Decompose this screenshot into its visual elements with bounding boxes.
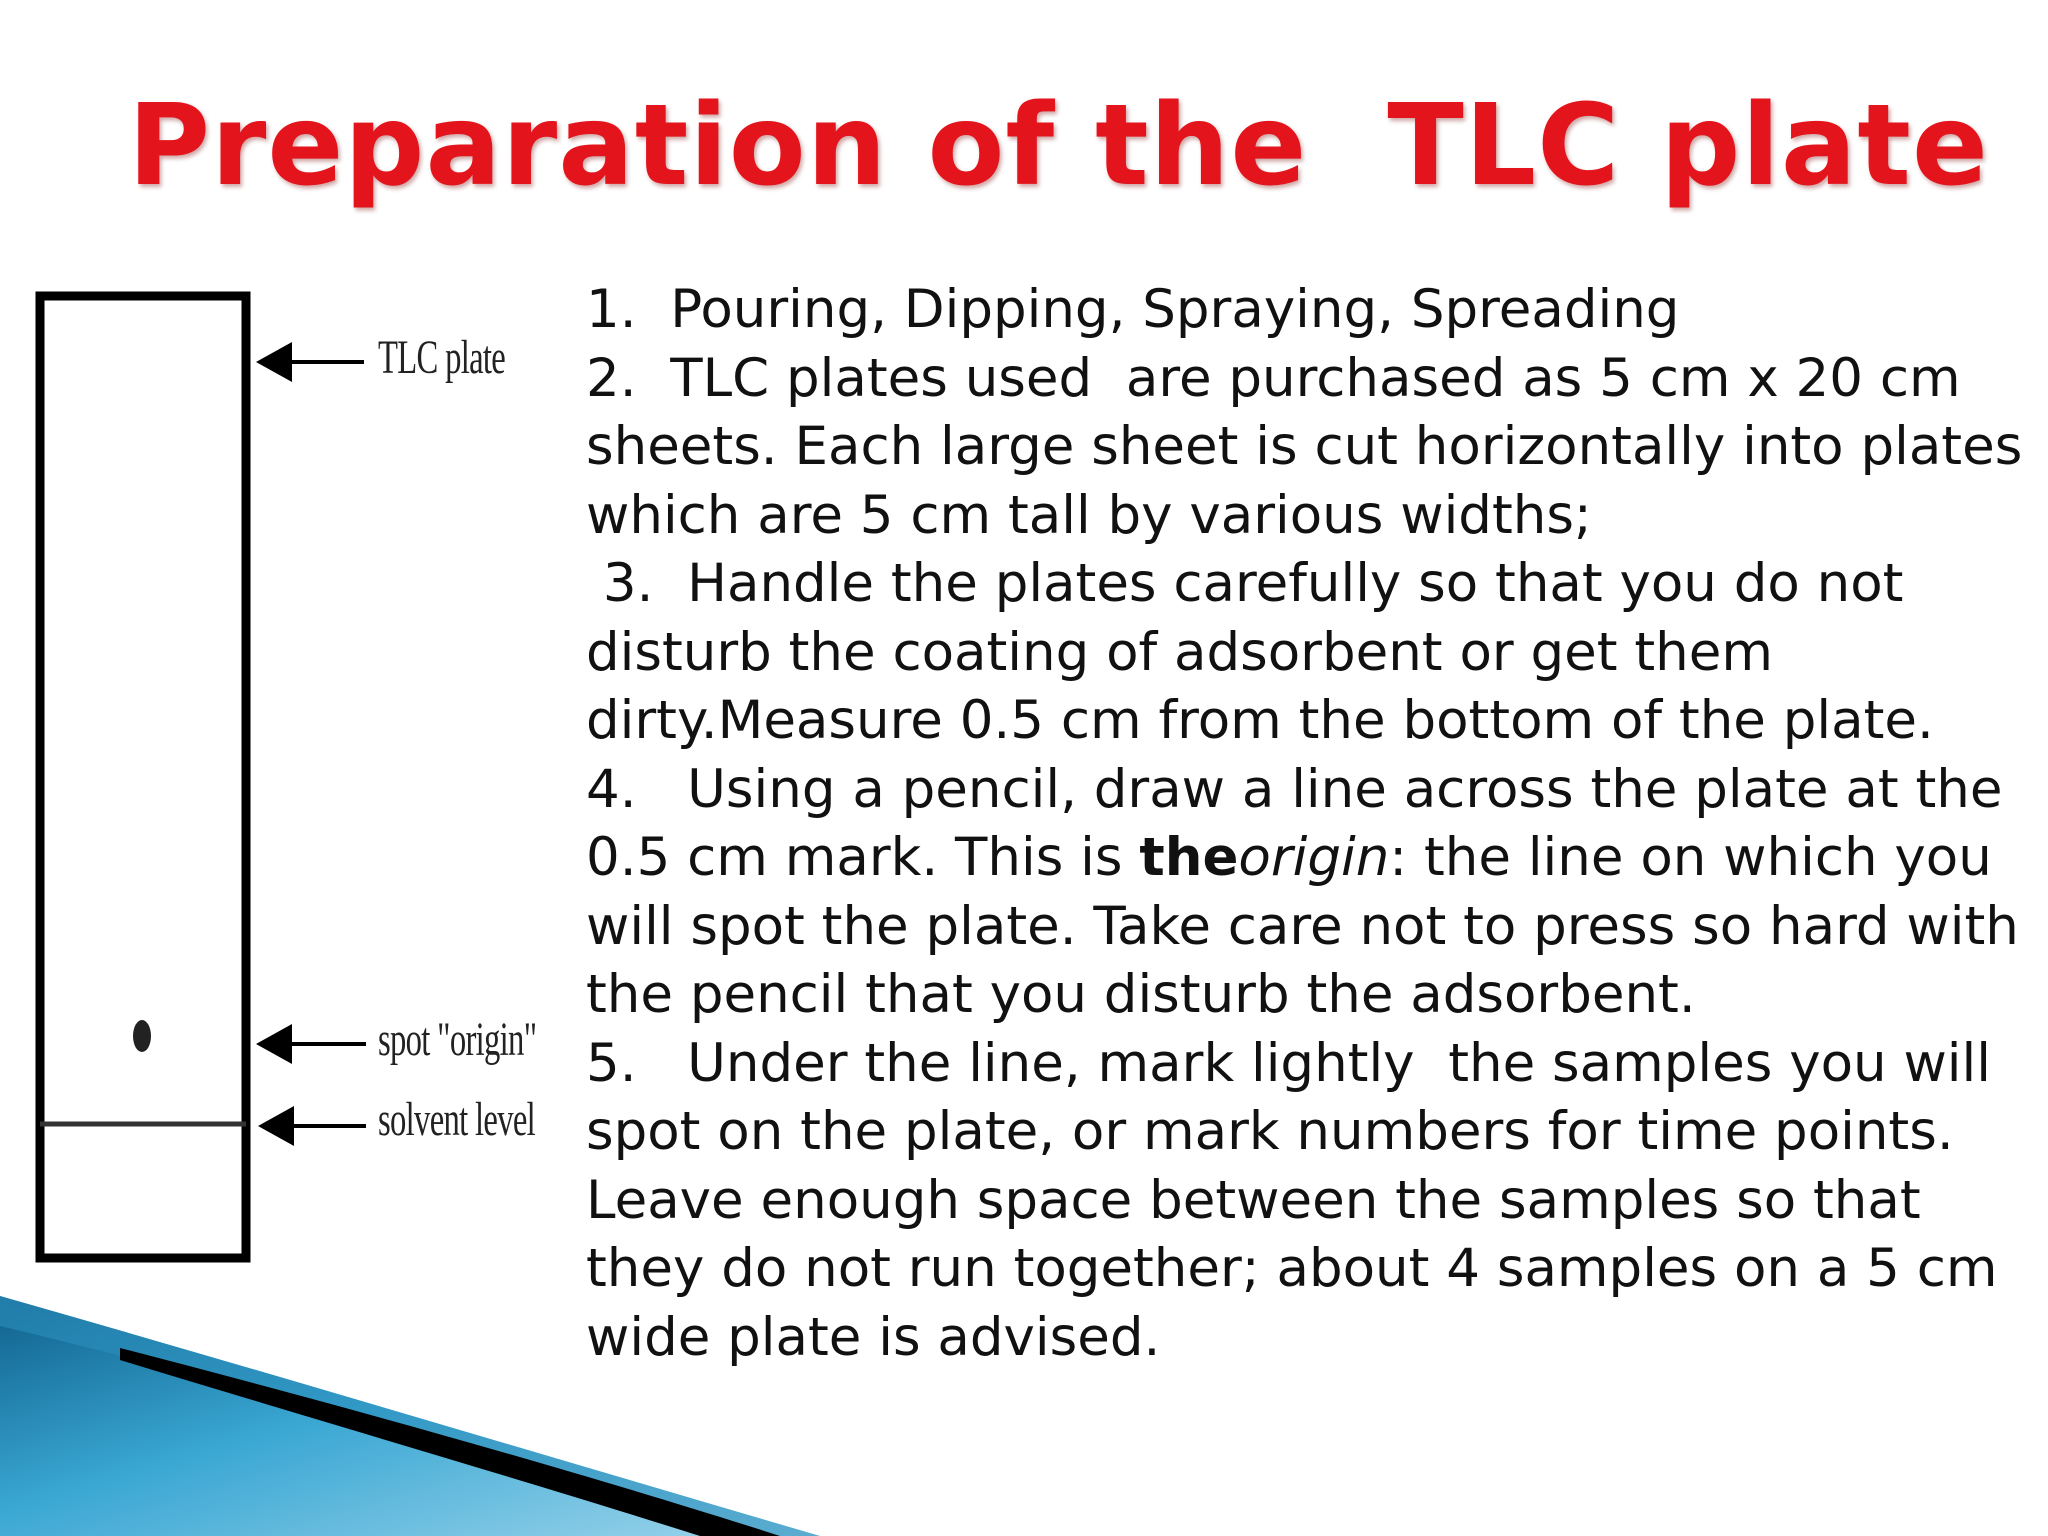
slide-title: Preparation of the TLC plate [128, 81, 1989, 211]
arrow-icon [256, 342, 364, 382]
step-3: 3. Handle the plates carefully so that you do not disturb the coating of adsorbent or get them dirty.Measure 0.5 cm from the bottom of the plate. [586, 553, 1934, 751]
decorative-swoosh [0, 1260, 1000, 1536]
tlc-plate-diagram [0, 260, 590, 1300]
tlc-plate-outline [40, 296, 246, 1258]
step-2: 2. TLC plates used are purchased as 5 cm x 20 cm sheets. Each large sheet is cut horizontally into plates which are 5 cm tall by various widths; [586, 347, 2040, 546]
origin-spot [133, 1020, 151, 1052]
label-spot-origin: spot "origin" [378, 1013, 537, 1066]
procedure-text [586, 276, 2046, 1372]
step-4 [586, 756, 2046, 1030]
step-1: 1. Pouring, Dipping, Spraying, Spreading [586, 279, 1680, 340]
arrow-icon [258, 1106, 366, 1146]
step-4-bold: the [1139, 827, 1239, 888]
step-4-text-b: : the line on which you will spot the plate. Take care not to press so hard with the pencil that you disturb the adsorbent. [586, 827, 2036, 1025]
label-tlc-plate: TLC plate [378, 331, 506, 384]
step-4-italic: origin [1238, 827, 1390, 888]
step-4-text-a: 4. Using a pencil, draw a line across the plate at the 0.5 cm mark. This is [586, 758, 2020, 888]
arrow-icon [256, 1024, 366, 1064]
label-solvent-level: solvent level [378, 1093, 536, 1146]
step-5: 5. Under the line, mark lightly the samples you will spot on the plate, or mark numbers for time points. Leave enough space between the samples so that they do not run together; about 4 samples on a 5 cm wide plate is advised. [586, 1032, 2015, 1368]
